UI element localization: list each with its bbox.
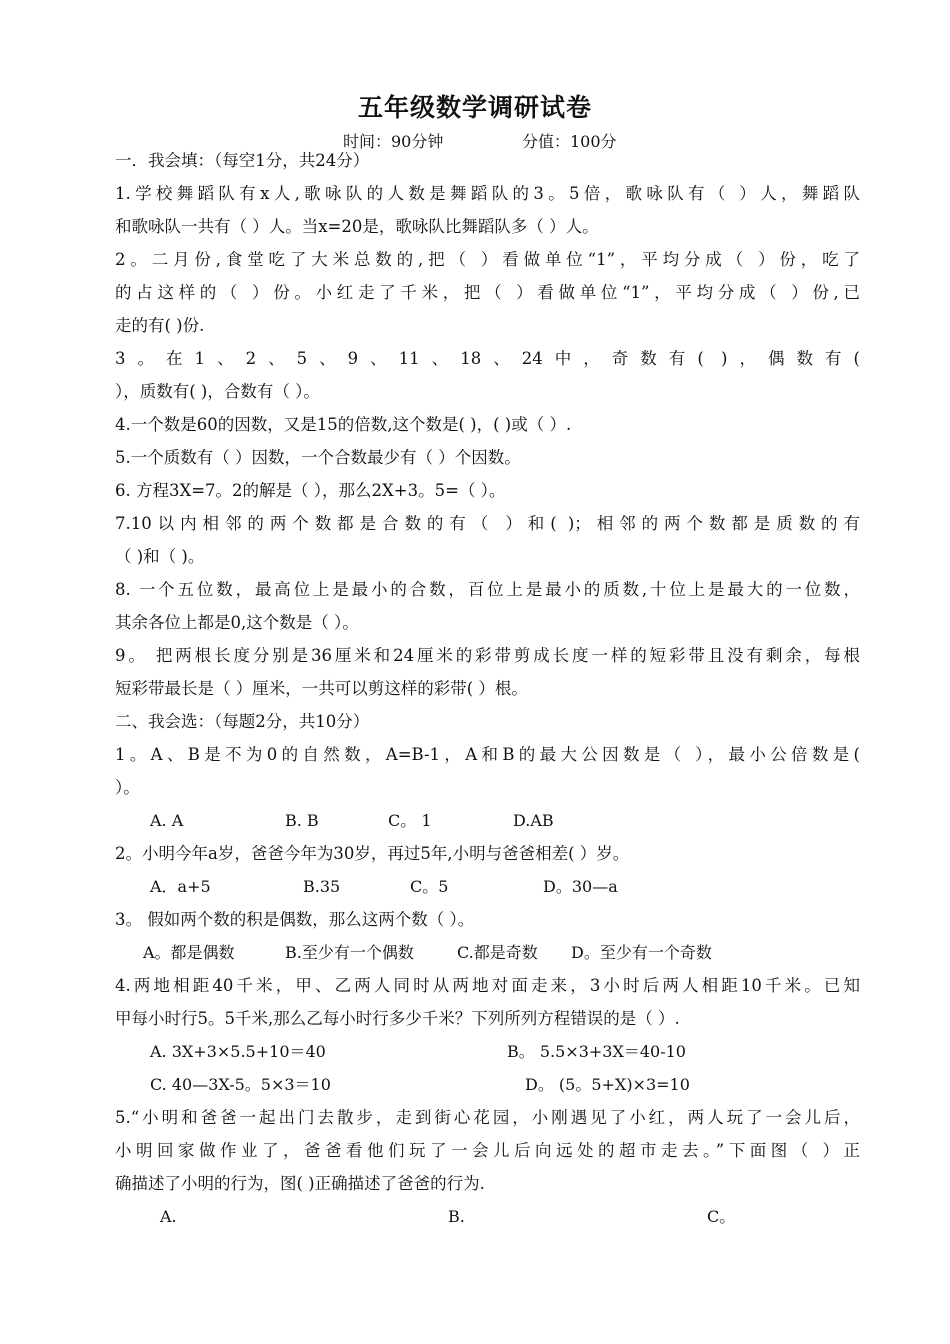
- s2-q4-line-2: 甲每小时行5。5千米,那么乙每小时行多少千米？下列所列方程错误的是（ ）.: [115, 1009, 680, 1028]
- s2-q2-option-c: C。5: [410, 877, 449, 896]
- s2-q2-option-d: D。30—a: [543, 877, 618, 896]
- s2-q4-option-c: C. 40—3X-5。5×3＝10: [150, 1075, 331, 1094]
- q1-line-2: 和歌咏队一共有（ ）人。当x=20是，歌咏队比舞蹈队多（ ）人。: [115, 217, 599, 236]
- s2-q1-line-1: 1。A、B是不为0的自然数，A=B-1，A和B的最大公因数是（ ），最小公倍数是(: [115, 745, 860, 764]
- s2-q1-option-c: C。 1: [388, 811, 432, 830]
- q3-line-1: 3。在1、2、5、9、11、18、24中，奇数有( )，偶数有(: [115, 349, 860, 368]
- q8-line-2: 其余各位上都是0,这个数是（ ）。: [115, 613, 359, 632]
- q9-line-2: 短彩带最长是（ ）厘米，一共可以剪这样的彩带( ）根。: [115, 679, 528, 698]
- exam-time: 时间：90分钟: [343, 132, 444, 151]
- q5-line: 5.一个质数有（ ）因数，一个合数最少有（ ）个因数。: [115, 448, 521, 467]
- s2-q3-option-b: B.至少有一个偶数: [285, 943, 414, 962]
- s2-q1-option-b: B. B: [285, 811, 319, 830]
- s2-q4-option-d: D。 (5。5+X)×3=10: [525, 1075, 690, 1094]
- s2-q2-line: 2。小明今年a岁，爸爸今年为30岁，再过5年,小明与爸爸相差( ）岁。: [115, 844, 630, 863]
- q8-line-1: 8. 一个五位数，最高位上是最小的合数，百位上是最小的质数,十位上是最大的一位数，: [115, 580, 860, 599]
- q6-line: 6. 方程3X=7。2的解是（ ），那么2X+3。5=（ ）。: [115, 481, 506, 500]
- q7-line-2: （ )和（ )。: [115, 547, 205, 566]
- s2-q3-line: 3。 假如两个数的积是偶数，那么这两个数（ ）。: [115, 910, 475, 929]
- exam-score: 分值：100分: [522, 132, 617, 151]
- section1-heading: 一．我会填：（每空1分，共24分）: [115, 151, 370, 170]
- s2-q5-line-3: 确描述了小明的行为，图( )正确描述了爸爸的行为.: [115, 1174, 485, 1193]
- q9-line-1: 9。 把两根长度分别是36厘米和24厘米的彩带剪成长度一样的短彩带且没有剩余，每根: [115, 646, 860, 665]
- q2-line-2: 的占这样的（ ）份。小红走了千米，把（ ）看做单位“1”，平均分成（ ）份,已: [115, 283, 860, 302]
- s2-q5-line-2: 小明回家做作业了，爸爸看他们玩了一会儿后向远处的超市走去。”下面图（ ）正: [115, 1141, 860, 1160]
- s2-q5-line-1: 5.“小明和爸爸一起出门去散步，走到街心花园，小刚遇见了小红，两人玩了一会儿后，: [115, 1108, 860, 1127]
- s2-q3-option-c: C.都是奇数: [457, 943, 538, 962]
- q2-line-3: 走的有( )份.: [115, 316, 205, 335]
- q7-line-1: 7.10以内相邻的两个数都是合数的有（ ）和( )；相邻的两个数都是质数的有: [115, 514, 860, 533]
- s2-q1-line-2: ）。: [115, 778, 140, 797]
- s2-q4-line-1: 4.两地相距40千米，甲、乙两人同时从两地对面走来，3小时后两人相距10千米。已知: [115, 976, 860, 995]
- s2-q2-option-b: B.35: [303, 877, 341, 896]
- q4-line: 4.一个数是60的因数，又是15的倍数,这个数是( )，( )或（ ）.: [115, 415, 572, 434]
- q2-line-1: 2。二月份,食堂吃了大米总数的,把（ ）看做单位“1”，平均分成（ ）份，吃了: [115, 250, 860, 269]
- s2-q3-option-d: D。至少有一个奇数: [571, 943, 712, 962]
- exam-title: 五年级数学调研试卷: [357, 93, 592, 122]
- q3-line-2: ），质数有( )，合数有（ ）。: [115, 382, 320, 401]
- s2-q3-option-a: A。都是偶数: [143, 943, 235, 962]
- s2-q4-option-a: A. 3X+3×5.5+10＝40: [150, 1042, 326, 1061]
- q1-line-1: 1.学校舞蹈队有x人,歌咏队的人数是舞蹈队的3。5倍，歌咏队有（ ）人，舞蹈队: [115, 184, 860, 203]
- s2-q2-option-a: A．a+5: [150, 877, 211, 896]
- s2-q5-option-c: C。: [707, 1207, 736, 1226]
- s2-q5-option-a: A.: [160, 1207, 177, 1226]
- s2-q1-option-a: A. A: [150, 811, 184, 830]
- s2-q1-option-d: D.AB: [513, 811, 554, 830]
- section2-heading: 二、我会选：（每题2分，共10分）: [115, 712, 370, 731]
- s2-q4-option-b: B。 5.5×3+3X＝40-10: [507, 1042, 686, 1061]
- s2-q5-option-b: B.: [448, 1207, 465, 1226]
